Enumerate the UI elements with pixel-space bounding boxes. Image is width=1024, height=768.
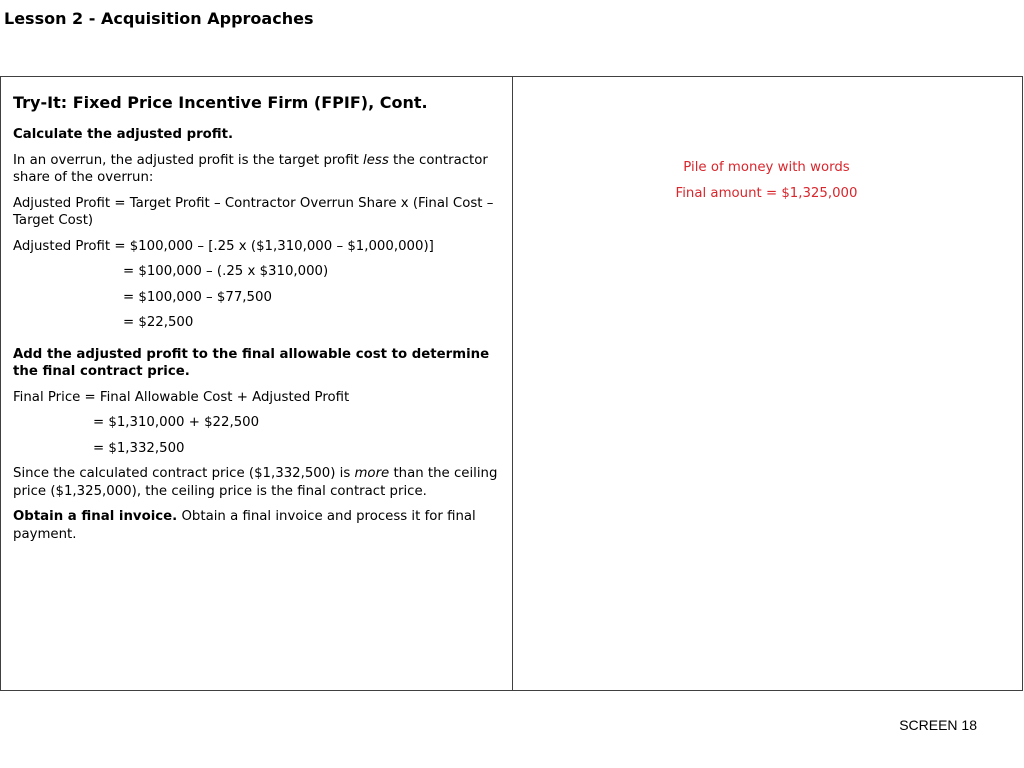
overrun-emphasis: less	[363, 152, 389, 168]
final-line-1: = $1,310,000 + $22,500	[93, 415, 260, 430]
media-description: Pile of money with words	[683, 160, 850, 175]
overrun-explanation	[13, 152, 503, 187]
calc-line-4: = $22,500	[123, 315, 194, 330]
adjusted-profit-formula: Adjusted Profit = Target Profit – Contractor Overrun Share x (Final Cost – Target Cost)	[13, 195, 494, 228]
media-placeholder	[512, 159, 1021, 210]
since-emphasis: more	[354, 466, 390, 481]
overrun-text-pre: In an overrun, the adjusted profit is the target profit	[13, 152, 364, 168]
ceiling-explanation	[13, 465, 503, 500]
text-panel	[13, 93, 503, 551]
since-text-post: than the ceiling price ($1,325,000), the ceiling price is the final contract price.	[13, 466, 498, 499]
step-final-price-label: Add the adjusted profit to the final allowable cost to determine the final contract price.	[13, 346, 490, 379]
since-text-pre: Since the calculated contract price ($1,332,500) is	[13, 466, 355, 481]
step-adjusted-profit-label: Calculate the adjusted profit.	[13, 127, 234, 142]
final-price-formula: Final Price = Final Allowable Cost + Adjusted Profit	[13, 389, 350, 405]
invoice-instruction	[13, 508, 503, 543]
invoice-bold: Obtain a final invoice.	[13, 509, 178, 524]
overrun-text-post: the contractor share of the overrun:	[13, 152, 488, 185]
final-line-2: = $1,332,500	[93, 440, 185, 456]
calc-line-2: = $100,000 – (.25 x $310,000)	[123, 264, 329, 279]
lesson-title: Lesson 2 - Acquisition Approaches	[4, 9, 314, 28]
invoice-rest: Obtain a final invoice and process it for final payment.	[13, 509, 476, 542]
media-final-amount: Final amount = $1,325,000	[675, 185, 858, 201]
calc-line-1: Adjusted Profit = $100,000 – [.25 x ($1,310,000 – $1,000,000)]	[13, 238, 434, 254]
calc-line-3: = $100,000 – $77,500	[123, 289, 272, 305]
section-heading: Try-It: Fixed Price Incentive Firm (FPIF), Cont.	[13, 93, 428, 112]
screen-number: SCREEN 18	[899, 717, 977, 733]
